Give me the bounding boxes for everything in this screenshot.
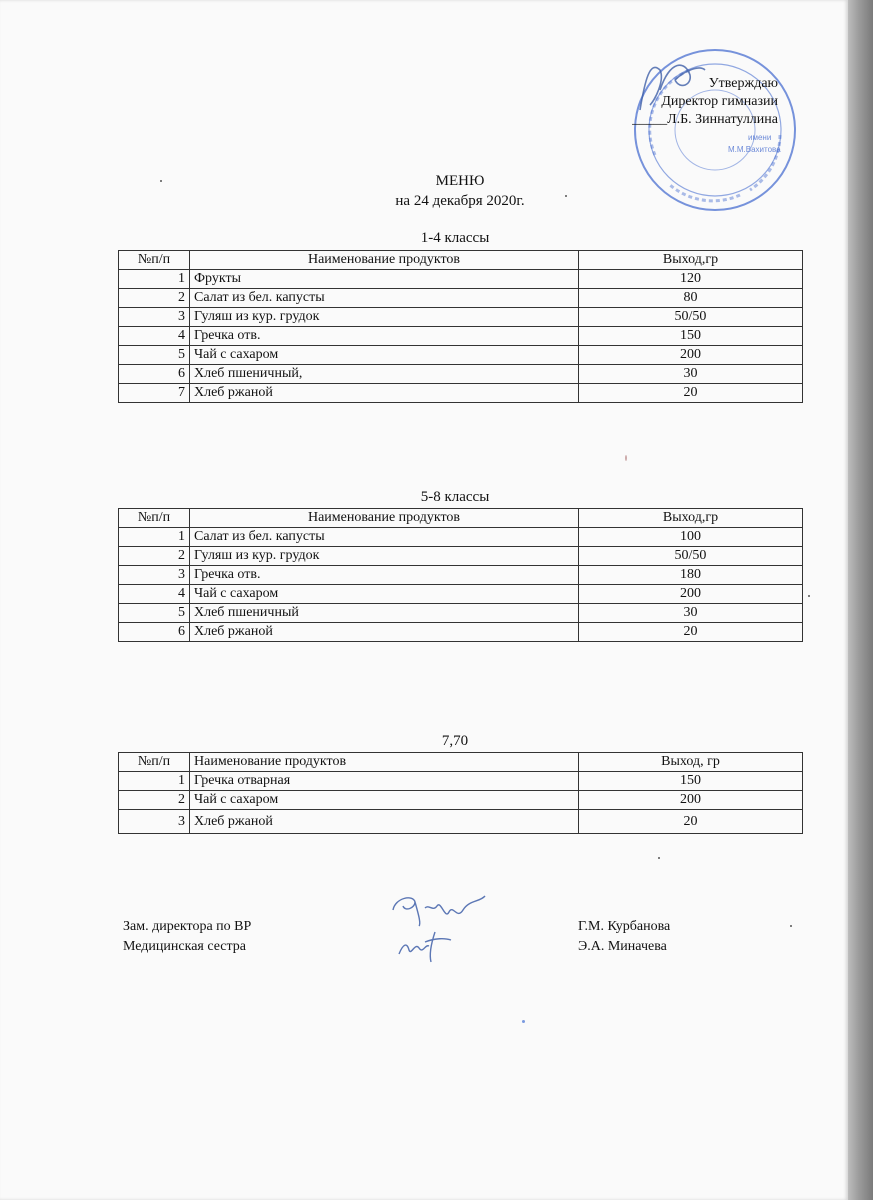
product-name: Хлеб пшеничный [190,604,579,623]
row-number: 1 [119,528,190,547]
product-name: Фрукты [190,270,579,289]
table-row [119,810,803,834]
signer-role: Медицинская сестра [123,939,247,954]
product-name: Чай с сахаром [190,791,579,810]
menu-title: МЕНЮ [435,173,485,189]
product-name: Хлеб пшеничный, [190,365,579,384]
row-number: 4 [119,327,190,346]
table-3-caption: 7,70 [441,733,469,749]
column-header-name: Наименование продуктов [190,251,579,270]
row-number: 2 [119,791,190,810]
table-1-caption: 1-4 классы [420,230,490,246]
table-row [119,791,803,810]
row-number: 3 [119,566,190,585]
product-name: Салат из бел. капусты [190,289,579,308]
signer-role: Зам. директора по ВР [123,919,252,934]
row-number: 3 [119,810,190,834]
table-row [119,289,803,308]
table-row [119,327,803,346]
table-row [119,547,803,566]
product-output: 150 [579,327,803,346]
row-number: 6 [119,365,190,384]
approval-line-2: Директор гимназии [661,94,778,109]
product-output: 50/50 [579,547,803,566]
approval-line-1: Утверждаю [708,76,778,91]
table-row [119,772,803,791]
stamp-text-1: имени [748,133,772,142]
approval-block [632,75,778,129]
column-header-output: Выход,гр [579,509,803,528]
table-row [119,566,803,585]
product-name: Хлеб ржаной [190,623,579,642]
product-name: Хлеб ржаной [190,384,579,403]
product-name: Гречка отв. [190,566,579,585]
table-row [119,384,803,403]
row-number: 3 [119,308,190,327]
column-header-output: Выход,гр [579,251,803,270]
product-output: 180 [579,566,803,585]
table-row [119,585,803,604]
table-header-row [119,509,803,528]
scan-speck [658,857,660,859]
scan-speck [790,925,792,927]
product-name: Гречка отв. [190,327,579,346]
table-2-caption: 5-8 классы [420,489,490,505]
column-header-number: №п/п [119,753,190,772]
product-output: 20 [579,623,803,642]
product-output: 50/50 [579,308,803,327]
scan-speck [565,195,567,197]
table-header-row [119,251,803,270]
product-output: 120 [579,270,803,289]
scan-speck [522,1020,525,1023]
scan-speck [808,595,810,597]
menu-table-grades-7-70 [118,752,803,834]
column-header-output: Выход, гр [579,753,803,772]
column-header-number: №п/п [119,251,190,270]
scan-speck [160,180,162,182]
product-name: Гуляш из кур. грудок [190,308,579,327]
nurse-signature [395,928,455,964]
column-header-name: Наименование продуктов [190,509,579,528]
scan-speck [625,455,627,461]
product-output: 80 [579,289,803,308]
product-output: 100 [579,528,803,547]
product-output: 200 [579,346,803,365]
product-name: Гречка отварная [190,772,579,791]
table-row [119,346,803,365]
product-name: Хлеб ржаной [190,810,579,834]
product-output: 150 [579,772,803,791]
table-row [119,308,803,327]
menu-date: на 24 декабря 2020г. [395,193,525,209]
table-row [119,623,803,642]
menu-table-grades-5-8 [118,508,803,642]
row-number: 2 [119,547,190,566]
product-name: Чай с сахаром [190,585,579,604]
table-row [119,270,803,289]
approval-line-3: _____Л.Б. Зиннатуллина [632,112,778,127]
signer-name: Э.А. Миначева [578,939,667,954]
scan-edge [848,0,873,1200]
deputy-signature [385,890,490,930]
table-row [119,604,803,623]
table-row [119,365,803,384]
row-number: 5 [119,604,190,623]
row-number: 4 [119,585,190,604]
row-number: 5 [119,346,190,365]
product-name: Гуляш из кур. грудок [190,547,579,566]
product-output: 200 [579,791,803,810]
table-header-row [119,753,803,772]
product-name: Салат из бел. капусты [190,528,579,547]
row-number: 2 [119,289,190,308]
row-number: 1 [119,772,190,791]
row-number: 6 [119,623,190,642]
product-output: 20 [579,810,803,834]
column-header-name: Наименование продуктов [190,753,579,772]
product-name: Чай с сахаром [190,346,579,365]
menu-table-grades-1-4 [118,250,803,403]
product-output: 30 [579,604,803,623]
table-row [119,528,803,547]
product-output: 30 [579,365,803,384]
row-number: 7 [119,384,190,403]
product-output: 20 [579,384,803,403]
product-output: 200 [579,585,803,604]
column-header-number: №п/п [119,509,190,528]
signer-name: Г.М. Курбанова [578,919,671,934]
stamp-text-2: М.М.Вахитова [728,145,781,154]
row-number: 1 [119,270,190,289]
